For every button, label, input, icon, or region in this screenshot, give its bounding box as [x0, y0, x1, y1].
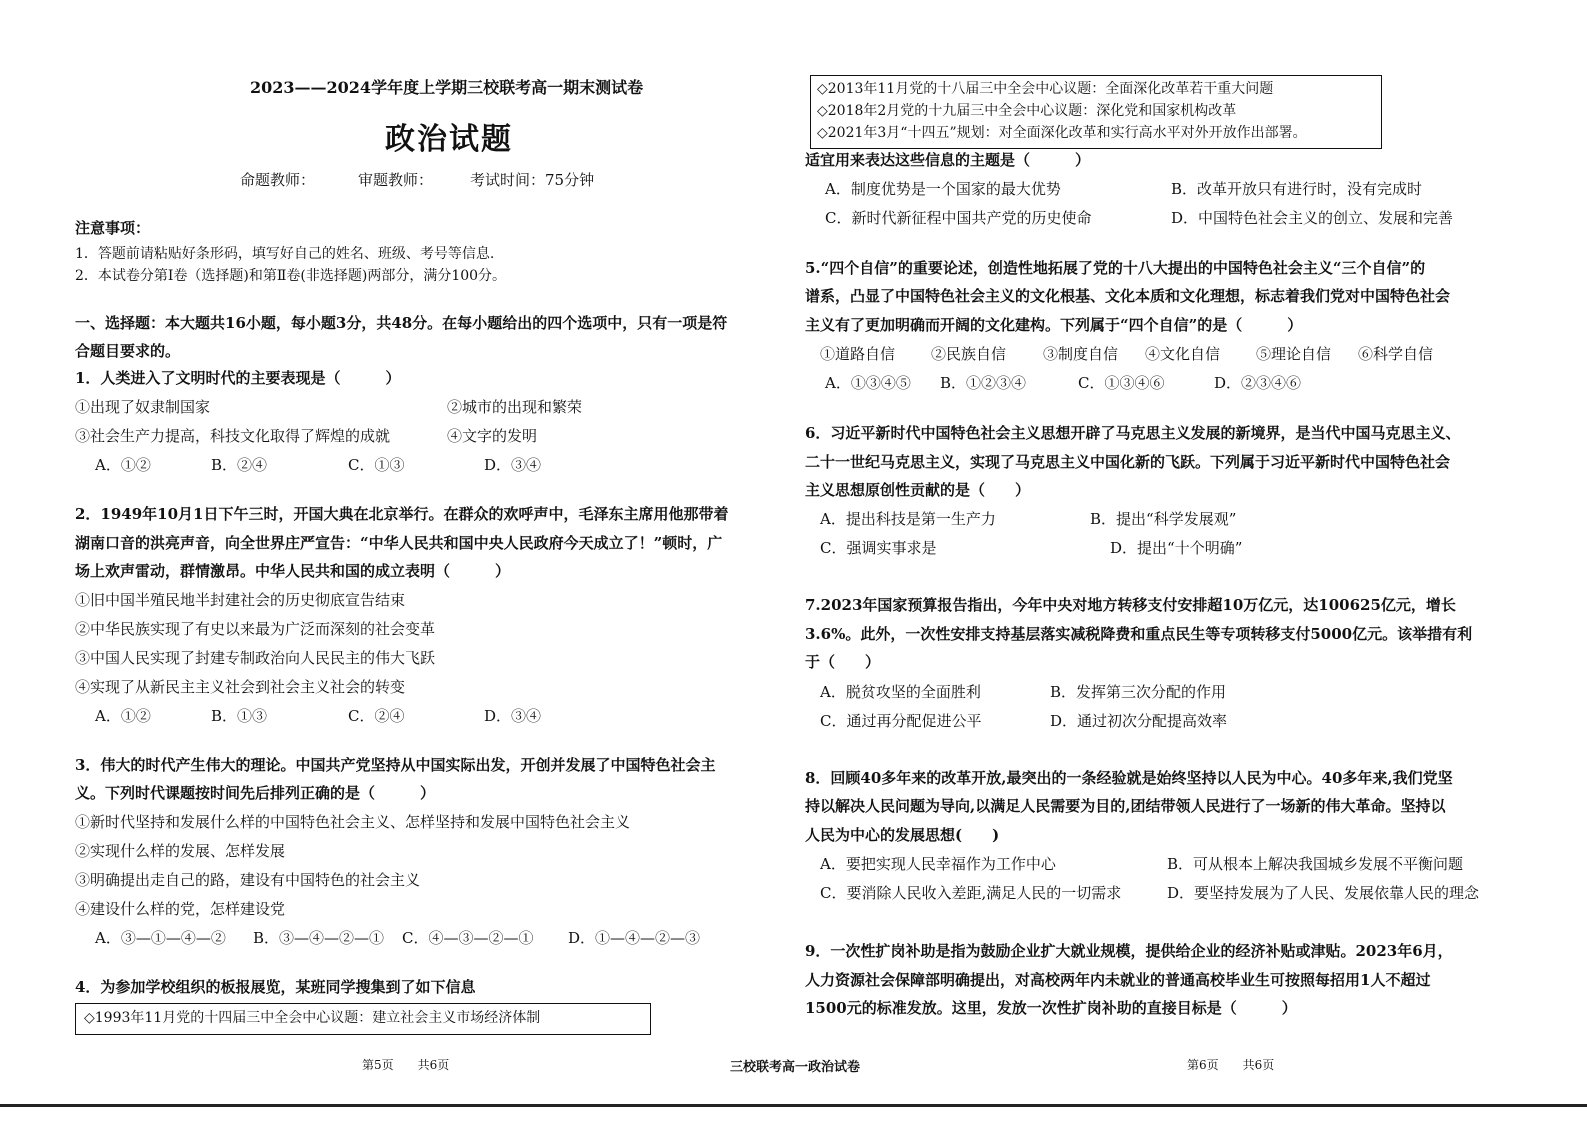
question-stem: 二十一世纪马克思主义，实现了马克思主义中国化新的飞跃。下列属于习近平新时代中国特色社会 — [805, 453, 1451, 471]
notice-item: 1．答题前请粘贴好条形码，填写好自己的姓名、班级、考号等信息. — [75, 246, 495, 262]
answer-option[interactable]: D．②③④⑥ — [1214, 374, 1302, 392]
question-stem: 3．伟大的时代产生伟大的理论。中国共产党坚持从中国实际出发，开创并发展了中国特色社会主 — [75, 756, 716, 774]
statement-item: ③中国人民实现了封建专制政治向人民民主的伟大飞跃 — [75, 649, 436, 667]
answer-option[interactable]: C．通过再分配促进公平 — [820, 712, 982, 730]
question-stem: 7.2023年国家预算报告指出，今年中央对地方转移支付安排超10万亿元，达100625亿元，增长 — [805, 596, 1456, 614]
answer-option[interactable]: B．改革开放只有进行时，没有完成时 — [1171, 180, 1423, 198]
answer-option[interactable]: D．①—④—②—③ — [568, 929, 701, 947]
question-stem: 谱系，凸显了中国特色社会主义的文化根基、文化本质和文化理想，标志着我们党对中国特色社会 — [805, 287, 1451, 305]
footer-page-right: 第6页 共6页 — [1187, 1058, 1275, 1072]
answer-option[interactable]: B．可从根本上解决我国城乡发展不平衡问题 — [1167, 855, 1464, 873]
notice-heading: 注意事项： — [75, 219, 151, 237]
question-stem: 6．习近平新时代中国特色社会主义思想开辟了马克思主义发展的新境界，是当代中国马克思主义、 — [805, 424, 1461, 442]
question-stem: 1．人类进入了文明时代的主要表现是（ ） — [75, 369, 401, 387]
answer-option[interactable]: A．①③④⑤ — [825, 374, 911, 392]
answer-option[interactable]: D．③④ — [484, 456, 542, 474]
question-stem: 4．为参加学校组织的板报展览，某班同学搜集到了如下信息 — [75, 978, 476, 996]
answer-option[interactable]: D．中国特色社会主义的创立、发展和完善 — [1171, 209, 1454, 227]
statement-item: ④实现了从新民主主义社会到社会主义社会的转变 — [75, 678, 406, 696]
statement-item: ⑤理论自信 — [1256, 345, 1332, 363]
answer-option[interactable]: C．新时代新征程中国共产党的历史使命 — [825, 209, 1092, 227]
statement-item: ②实现什么样的发展、怎样发展 — [75, 842, 286, 860]
answer-option[interactable]: B．③—④—②—① — [253, 929, 385, 947]
answer-option[interactable]: A．脱贫攻坚的全面胜利 — [820, 683, 981, 701]
statement-item: ②民族自信 — [931, 345, 1007, 363]
question-stem: 适宜用来表达这些信息的主题是（ ） — [805, 151, 1091, 169]
answer-option[interactable]: B．①②③④ — [940, 374, 1027, 392]
question-stem: 主义有了更加明确而开阔的文化建构。下列属于“四个自信”的是（ ） — [805, 316, 1303, 334]
answer-option[interactable]: B．发挥第三次分配的作用 — [1050, 683, 1227, 701]
answer-option[interactable]: D．通过初次分配提高效率 — [1050, 712, 1228, 730]
question-stem: 湖南口音的洪亮声音，向全世界庄严宣告：“中华人民共和国中央人民政府今天成立了！”顿时，广 — [75, 534, 723, 552]
answer-option[interactable]: C．要消除人民收入差距,满足人民的一切需求 — [820, 884, 1122, 902]
question-stem: 9．一次性扩岗补助是指为鼓励企业扩大就业规模，提供给企业的经济补贴或津贴。2023年6月， — [805, 942, 1453, 960]
meta-time: 考试时间：75分钟 — [470, 171, 595, 189]
answer-option[interactable]: D．要坚持发展为了人民、发展依靠人民的理念 — [1167, 884, 1480, 902]
question-stem: 3.6%。此外，一次性安排支持基层落实减税降费和重点民生等专项转移支付5000亿元。该举措有利 — [805, 625, 1473, 643]
question-stem: 主义思想原创性贡献的是（ ） — [805, 481, 1031, 499]
exam-year-title: 2023——2024学年度上学期三校联考高一期末测试卷 — [250, 78, 644, 97]
statement-item: ④建设什么样的党，怎样建设党 — [75, 900, 286, 918]
statement-item: ②城市的出现和繁荣 — [447, 398, 583, 416]
meta-reviewer: 审题教师： — [358, 171, 434, 189]
statement-item: ②中华民族实现了有史以来最为广泛而深刻的社会变革 — [75, 620, 436, 638]
answer-option[interactable]: C．②④ — [348, 707, 405, 725]
question-stem: 8．回顾40多年来的改革开放,最突出的一条经验就是始终坚持以人民为中心。40多年来,我们党坚 — [805, 769, 1453, 787]
bottom-border — [0, 1104, 1587, 1107]
statement-item: ③制度自信 — [1043, 345, 1119, 363]
statement-item: ①新时代坚持和发展什么样的中国特色社会主义、怎样坚持和发展中国特色社会主义 — [75, 813, 631, 831]
answer-option[interactable]: C．④—③—②—① — [402, 929, 534, 947]
statement-item: ⑥科学自信 — [1358, 345, 1434, 363]
answer-option[interactable]: A．③—①—④—② — [95, 929, 226, 947]
meta-setter: 命题教师： — [240, 171, 316, 189]
answer-option[interactable]: D．提出“十个明确” — [1110, 539, 1243, 557]
answer-option[interactable]: D．③④ — [484, 707, 542, 725]
info-line: ◇2021年3月“十四五”规划：对全面深化改革和实行高水平对外开放作出部署。 — [817, 125, 1307, 141]
statement-item: ③社会生产力提高，科技文化取得了辉煌的成就 — [75, 427, 391, 445]
answer-option[interactable]: B．提出“科学发展观” — [1090, 510, 1237, 528]
answer-option[interactable]: C．①③ — [348, 456, 405, 474]
question-stem: 场上欢声雷动，群情激昂。中华人民共和国的成立表明（ ） — [75, 562, 511, 580]
question-stem: 1500元的标准发放。这里，发放一次性扩岗补助的直接目标是（ ） — [805, 999, 1297, 1017]
info-box-left — [75, 1003, 651, 1035]
answer-option[interactable]: A．①② — [95, 707, 151, 725]
answer-option[interactable]: A．提出科技是第一生产力 — [820, 510, 996, 528]
question-stem: 5.“四个自信”的重要论述，创造性地拓展了党的十八大提出的中国特色社会主义“三个自信”的 — [805, 259, 1426, 277]
answer-option[interactable]: A．①② — [95, 456, 151, 474]
info-line: ◇2013年11月党的十八届三中全会中心议题：全面深化改革若干重大问题 — [817, 81, 1274, 97]
statement-item: ①出现了奴隶制国家 — [75, 398, 211, 416]
answer-option[interactable]: A．制度优势是一个国家的最大优势 — [825, 180, 1061, 198]
info-line: ◇2018年2月党的十九届三中全会中心议题：深化党和国家机构改革 — [817, 103, 1237, 119]
question-stem: 持以解决人民问题为导向,以满足人民需要为目的,团结带领人民进行了一场新的伟大革命。坚持以 — [805, 797, 1446, 815]
section-intro: 一、选择题：本大题共16小题，每小题3分，共48分。在每小题给出的四个选项中，只有一项是符 — [75, 314, 728, 332]
question-stem: 人民为中心的发展思想( ) — [805, 826, 1000, 844]
question-stem: 人力资源社会保障部明确提出，对高校两年内未就业的普通高校毕业生可按照每招用1人不超过 — [805, 971, 1431, 989]
statement-item: ④文字的发明 — [447, 427, 538, 445]
question-stem: 于（ ） — [805, 653, 881, 671]
answer-option[interactable]: A．要把实现人民幸福作为工作中心 — [820, 855, 1056, 873]
page-title: 政治试题 — [385, 122, 513, 157]
info-line: ◇1993年11月党的十四届三中全会中心议题：建立社会主义市场经济体制 — [84, 1010, 541, 1026]
section-intro: 合题目要求的。 — [75, 342, 181, 360]
notice-item: 2．本试卷分第Ⅰ卷（选择题)和第Ⅱ卷(非选择题)两部分，满分100分。 — [75, 268, 507, 284]
footer-title: 三校联考高一政治试卷 — [730, 1060, 861, 1075]
statement-item: ①旧中国半殖民地半封建社会的历史彻底宣告结束 — [75, 591, 406, 609]
answer-option[interactable]: B．②④ — [211, 456, 268, 474]
answer-option[interactable]: C．强调实事求是 — [820, 539, 937, 557]
question-stem: 2．1949年10月1日下午三时，开国大典在北京举行。在群众的欢呼声中，毛泽东主席用他那带着 — [75, 505, 729, 523]
answer-option[interactable]: B．①③ — [211, 707, 268, 725]
statement-item: ①道路自信 — [820, 345, 896, 363]
footer-page-left: 第5页 共6页 — [362, 1058, 450, 1072]
question-stem: 义。下列时代课题按时间先后排列正确的是（ ） — [75, 784, 436, 802]
info-box-right — [810, 75, 1382, 149]
answer-option[interactable]: C．①③④⑥ — [1078, 374, 1165, 392]
statement-item: ④文化自信 — [1145, 345, 1221, 363]
statement-item: ③明确提出走自己的路，建设有中国特色的社会主义 — [75, 871, 421, 889]
